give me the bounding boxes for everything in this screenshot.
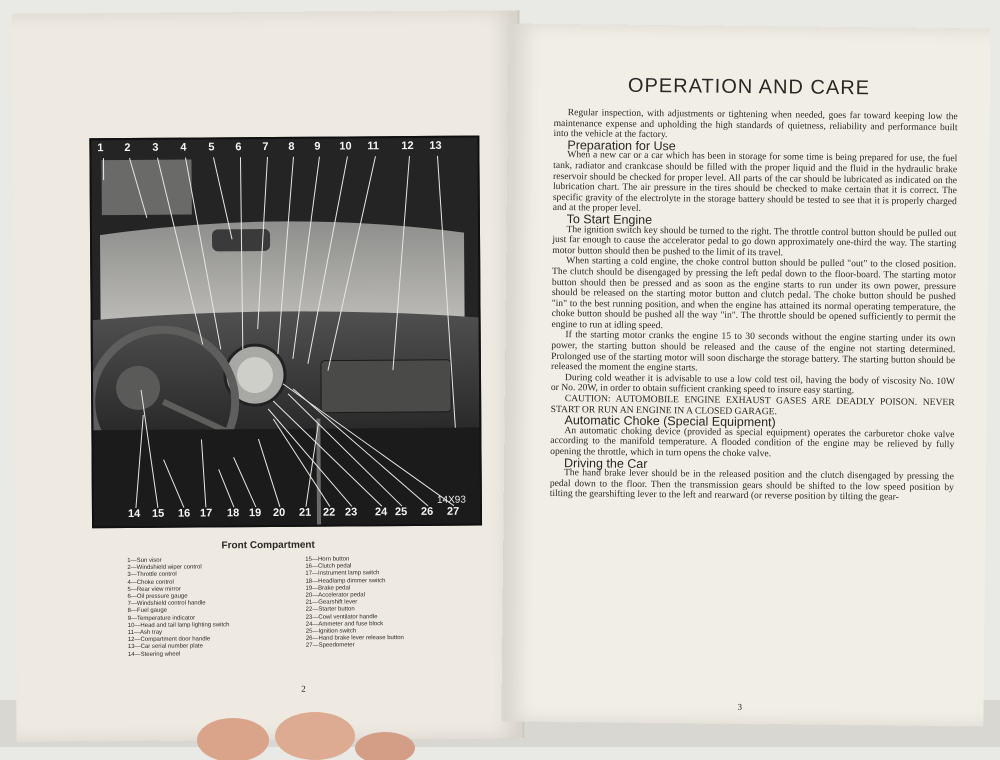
figure-number: 26 [421, 506, 433, 518]
figure-number: 22 [323, 507, 335, 519]
figure-number: 19 [249, 507, 261, 519]
legend-item: 23—Cowl ventilator handle [306, 614, 404, 622]
section-heading: To Start Engine [553, 214, 957, 229]
figure-number: 11 [367, 140, 379, 152]
figure-number: 13 [429, 140, 441, 152]
page-number: 3 [737, 702, 742, 712]
dashboard-illustration [91, 138, 480, 527]
legend-item: 13—Car serial number plate [128, 644, 230, 652]
legend-item: 16—Clutch pedal [305, 563, 403, 571]
legend-item: 27—Speedometer [306, 642, 404, 650]
horn-button-shape [116, 366, 160, 410]
figure-number: 21 [299, 507, 311, 519]
legend-item: 6—Oil pressure gauge [128, 593, 230, 601]
figure-number: 5 [208, 141, 214, 153]
legend-item: 14—Steering wheel [128, 651, 230, 659]
figure-number: 27 [447, 506, 459, 518]
figure-number: 2 [124, 142, 130, 154]
body-text [550, 108, 958, 504]
legend-item: 12—Compartment door handle [128, 637, 230, 645]
legend-item: 26—Hand brake lever release button [306, 635, 404, 643]
legend-item: 19—Brake pedal [305, 585, 403, 593]
legend-item: 8—Fuel gauge [128, 608, 230, 616]
figure-number: 8 [288, 141, 294, 153]
legend-item: 17—Instrument lamp switch [305, 570, 403, 578]
section-heading: Driving the Car [550, 458, 954, 473]
figure-number: 17 [200, 507, 212, 519]
legend-item: 10—Head and tail lamp lighting switch [128, 622, 230, 630]
sun-visor-shape [101, 160, 191, 216]
right-page [501, 23, 990, 726]
legend-item: 25—Ignition switch [306, 628, 404, 636]
figure-number: 18 [227, 507, 239, 519]
legend-item: 18—Headlamp dimmer switch [305, 578, 403, 586]
legend-item: 22—Starter button [306, 606, 404, 614]
paragraph: When starting a cold engine, the choke control button should be pulled "out" to the closed position. The clutch should be disengaged by pressing the left pedal down to the floor-board. The starting motor button should then be pressed and as soon as the engine starts to run under its own power, pressure should be released on the starting motor button and clutch pedal. The choke button should be pushed "in" to the best running position, and when the engine has attained its normal operating temperature, the choke button should be pushed all the way "in". The throttle should be opened sufficiently to permit the engine to run at idling speed. [551, 256, 956, 334]
figure-number: 24 [375, 506, 387, 518]
paragraph: An automatic choking device (provided as special equipment) operates the carburetor choke valve according to the manifold temperature. A flooded condition of the engine may be relieved by fully opening the throttle, which in turn opens the choke valve. [550, 426, 954, 462]
page-number: 2 [301, 684, 306, 694]
figure-caption: Front Compartment [15, 538, 521, 553]
legend-item: 5—Rear view mirror [127, 586, 229, 594]
dashboard-photo [89, 136, 482, 529]
intro-paragraph: Regular inspection, with adjustments or tightening when needed, goes far toward keeping low the maintenance expense and upholding the high standards of quietness, reliability and performance built into the vehicle at the factory. [553, 108, 957, 144]
page-title: OPERATION AND CARE [508, 73, 990, 101]
figure-number: 16 [178, 508, 190, 520]
legend-item: 1—Sun visor [127, 557, 229, 565]
legend-item: 9—Temperature indicator [128, 615, 230, 623]
fingers-shape [185, 700, 425, 760]
paragraph: The ignition switch key should be turned to the right. The throttle control button should be pulled out just far enough to cause the accelerator pedal to go down approximately one-third the way. The starting motor button should then be pushed to the limit of its travel. [552, 224, 956, 260]
legend-item: 4—Choke control [127, 579, 229, 587]
figure-number: 20 [273, 507, 285, 519]
figure-number: 23 [345, 506, 357, 518]
figure-number: 1 [97, 142, 103, 154]
figure-number: 12 [401, 140, 413, 152]
section-heading: Preparation for Use [553, 140, 957, 155]
legend-left [127, 557, 229, 659]
paragraph: The hand brake lever should be in the released position and the clutch disengaged by pressing the pedal down to the floor. Then the transmission gears should be shifted to the low speed position by tilting the gearshifting lever to the left and rearward (or reverse position by tilting the gear- [550, 468, 954, 504]
windshield-shape [100, 220, 465, 325]
legend-item: 20—Accelerator pedal [306, 592, 404, 600]
gearshift-shape [318, 419, 319, 525]
figure-number: 4 [180, 142, 186, 154]
legend-item: 11—Ash tray [128, 629, 230, 637]
legend-item: 24—Ammeter and fuse block [306, 621, 404, 629]
figure-number: 3 [152, 142, 158, 154]
left-page [11, 10, 524, 742]
figure-stamp: 14X93 [437, 495, 466, 506]
paragraph: If the starting motor cranks the engine 15 to 30 seconds without the engine starting under its own power, the starting button should be released and the cause of the engine not starting determined. Prolonged use of the starting motor will soon discharge the storage battery. The starting button should be released the moment the engine starts. [551, 330, 955, 377]
glovebox-shape [321, 360, 451, 413]
caution-paragraph: CAUTION: AUTOMOBILE ENGINE EXHAUST GASES ARE DEADLY POISON. NEVER START OR RUN AN ENGINE IN A CLOSED GARAGE. [551, 394, 955, 419]
section-heading: Automatic Choke (Special Equipment) [550, 415, 954, 430]
paragraph: During cold weather it is advisable to use a low cold test oil, having the body of viscosity No. 10W or No. 20W, in order to obtain sufficient cranking speed to insure easy starting. [551, 373, 955, 398]
legend-item: 7—Windshield control handle [128, 600, 230, 608]
figure-number: 10 [339, 140, 351, 152]
figure-number: 15 [152, 508, 164, 520]
figure-number: 9 [314, 141, 320, 153]
legend-item: 3—Throttle control [127, 572, 229, 580]
figure-number: 6 [235, 141, 241, 153]
legend-item: 15—Horn button [305, 556, 403, 564]
figure-number: 14 [128, 508, 140, 520]
legend-item: 21—Gearshift lever [306, 599, 404, 607]
legend-item: 2—Windshield wiper control [127, 564, 229, 572]
legend-right [305, 556, 404, 650]
figure-number: 25 [395, 506, 407, 518]
paragraph: When a new car or a car which has been in storage for some time is being prepared for use, the fuel tank, radiator and crankcase should be filled with the proper liquid and the fluid in the hydraulic brake reservoir should be checked for proper level. All parts of the car should be lubricated as indicated on the lubrication chart. The air pressure in the tires should be checked to make certain that it is correct. The specific gravity of the electrolyte in the storage battery should be tested to see that it is properly charged and at the proper level. [553, 150, 958, 218]
figure-number: 7 [262, 141, 268, 153]
